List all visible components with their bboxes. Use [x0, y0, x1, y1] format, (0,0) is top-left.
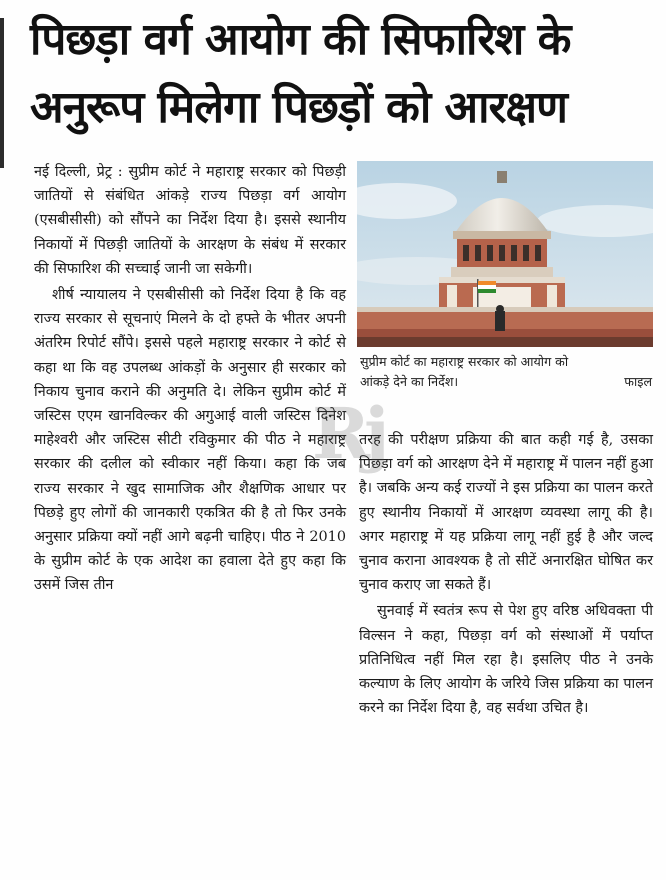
caption-line-2: आंकड़े देने का निर्देश। — [360, 374, 459, 389]
headline-line-2: अनुरूप मिलेगा पिछड़ों को आरक्षण — [30, 82, 567, 133]
photo-caption — [360, 352, 652, 392]
headline — [30, 6, 660, 142]
supreme-court-photo — [357, 161, 653, 347]
watermark-logo: Rj — [312, 392, 384, 475]
page-edge-bar — [0, 18, 4, 168]
supreme-court-building-icon — [357, 161, 653, 347]
article-column-2 — [359, 428, 653, 720]
paragraph-wilson-statement: सुनवाई में स्वतंत्र रूप से पेश हुए वरिष्ठ अधिवक्ता पी विल्सन ने कहा, पिछड़ा वर्ग को संस्थाओं में पर्याप्त प्रतिनिधित्व नहीं मिल रहा है। इसलिए पीठ ने उनके कल्याण के लिए आयोग के जरिये जिस प्रक्रिया का पालन करने का निर्देश दिया है, वह सर्वथा उचित है। — [359, 603, 653, 717]
paragraph-court-direction: शीर्ष न्यायालय ने एसबीसीसी को निर्देश दिया है कि वह राज्य सरकार से सूचनाएं मिलने के दो हफ्ते के भीतर अपनी अंतरिम रिपोर्ट सौंपे। इससे पहले महाराष्ट्र सरकार ने कोर्ट से कहा था कि वह उपलब्ध आंकड़ों के अनुसार ही सरकार को निकाय चुनाव कराने की अनुमति दे। लेकिन सुप्रीम कोर्ट में जस्टिस एएम खानविल्कर की अगुआई वाली जस्टिस दिनेश माहेश्वरी और जस्टिस सीटी रविकुमार की पीठ ने महाराष्ट्र सरकार की दलील को स्वीकार नहीं किया। कहा कि जब राज्य सरकार ने खुद सामाजिक और शैक्षणिक आधार पर पिछड़े हुए लोगों की जानकारी एकत्रित की है तो फिर उनके अनुसार प्रक्रिया क्यों नहीं आगे बढ़नी चाहिए। पीठ ने 2010 के सुप्रीम कोर्ट के एक आदेश का हवाला देते हुए कहा कि उसमें जिस तीन — [34, 287, 346, 594]
photo-credit: फाइल — [624, 374, 652, 389]
caption-line-1: सुप्रीम कोर्ट का महाराष्ट्र सरकार को आयोग को — [360, 354, 569, 369]
article-column-1 — [34, 160, 346, 598]
paragraph-dateline: नई दिल्ली, प्रेट्र : सुप्रीम कोर्ट ने महाराष्ट्र सरकार को पिछड़ी जातियों से संबंधित आंकड़े राज्य पिछड़ा वर्ग आयोग (एसबीसीसी) को सौंपने का निर्देश दिया है। इससे स्थानीय निकायों में पिछड़ी जातियों के आरक्षण के संबंध में सरकार की सिफारिश की सच्चाई जानी जा सकेगी। — [34, 164, 346, 277]
paragraph-test-process: तरह की परीक्षण प्रक्रिया की बात कही गई है, उसका पिछड़ा वर्ग को आरक्षण देने में महाराष्ट्र में पालन नहीं हुआ है। जबकि अन्य कई राज्यों ने इस प्रक्रिया का पालन करते हुए स्थानीय निकायों में आरक्षण व्यवस्था लागू की है। अगर महाराष्ट्र में यह प्रक्रिया लागू नहीं हुई है और जल्द चुनाव कराना आवश्यक है तो सीटें अनारक्षित घोषित कर चुनाव कराए जा सकते हैं। — [359, 432, 653, 594]
headline-line-1: पिछड़ा वर्ग आयोग की सिफारिश के — [30, 14, 571, 65]
